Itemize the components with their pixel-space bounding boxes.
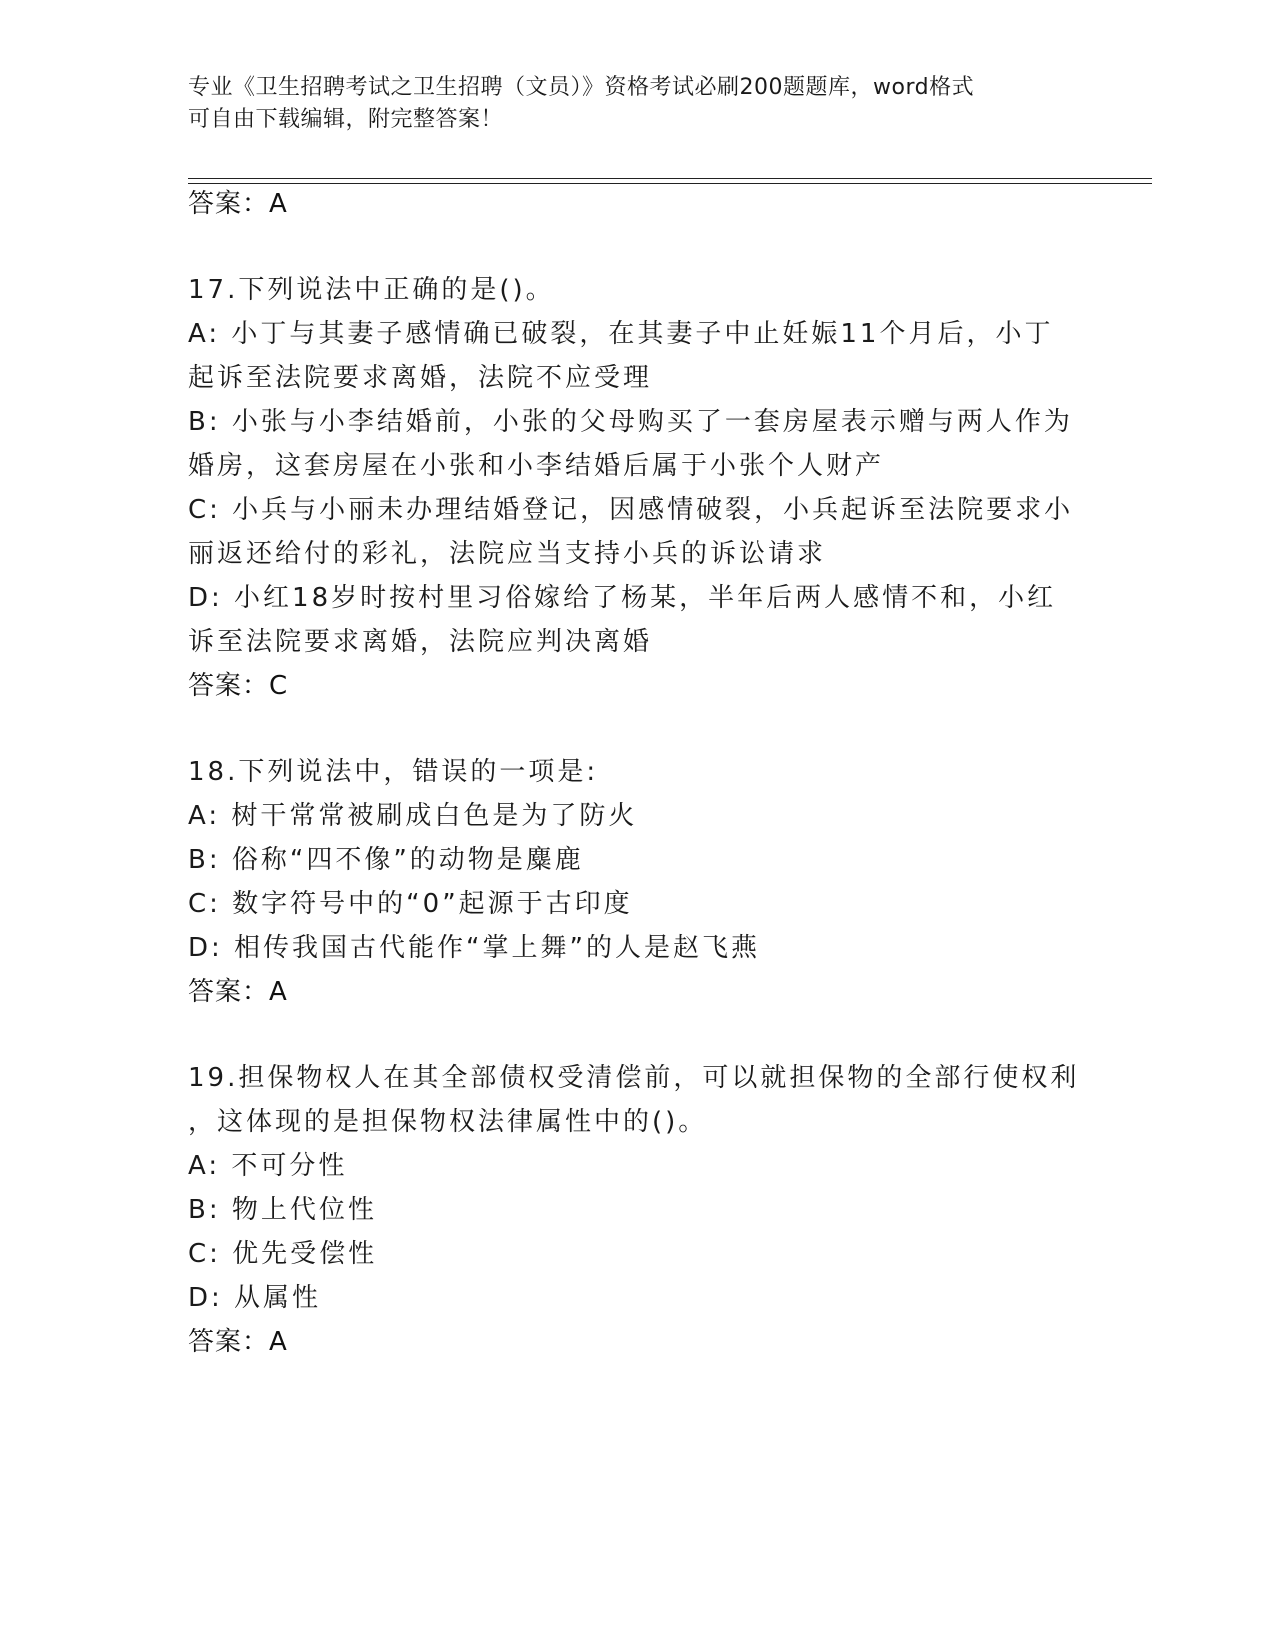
q18-option-b: B: 俗称“四不像”的动物是麋鹿 — [188, 845, 584, 875]
header-rule-bottom — [188, 183, 1152, 184]
q19-answer: 答案：A — [188, 1327, 288, 1357]
page-header — [188, 72, 1068, 136]
q17-option-b-line1: B: 小张与小李结婚前，小张的父母购买了一套房屋表示赠与两人作为 — [188, 407, 1073, 437]
q18-stem: 18.下列说法中，错误的一项是: — [188, 757, 599, 787]
q19-option-b: B: 物上代位性 — [188, 1195, 377, 1225]
q17-option-d-line2: 诉至法院要求离婚，法院应判决离婚 — [188, 627, 653, 657]
previous-answer: 答案：A — [188, 189, 288, 219]
q19-option-d: D: 从属性 — [188, 1283, 322, 1313]
header-line-2: 可自由下载编辑，附完整答案！ — [188, 107, 504, 132]
q17-option-b-line2: 婚房，这套房屋在小张和小李结婚后属于小张个人财产 — [188, 451, 885, 481]
q17-option-d-line1: D: 小红18岁时按村里习俗嫁给了杨某，半年后两人感情不和，小红 — [188, 583, 1057, 613]
q19-option-c: C: 优先受偿性 — [188, 1239, 378, 1269]
header-line-1: 专业《卫生招聘考试之卫生招聘（文员）》资格考试必刷200题题库，word格式 — [188, 75, 975, 100]
q19-stem-line1: 19.担保物权人在其全部债权受清偿前，可以就担保物的全部行使权利 — [188, 1063, 1080, 1093]
q17-option-c-line2: 丽返还给付的彩礼，法院应当支持小兵的诉讼请求 — [188, 539, 827, 569]
q18-option-c: C: 数字符号中的“0”起源于古印度 — [188, 889, 633, 919]
q18-answer: 答案：A — [188, 977, 288, 1007]
q18-option-a: A: 树干常常被刷成白色是为了防火 — [188, 801, 638, 831]
q17-option-a-line2: 起诉至法院要求离婚，法院不应受理 — [188, 363, 653, 393]
q17-option-c-line1: C: 小兵与小丽未办理结婚登记，因感情破裂，小兵起诉至法院要求小 — [188, 495, 1074, 525]
q19-stem-line2: ，这体现的是担保物权法律属性中的()。 — [188, 1107, 708, 1137]
q17-stem: 17.下列说法中正确的是()。 — [188, 275, 555, 305]
q17-option-a-line1: A: 小丁与其妻子感情确已破裂，在其妻子中止妊娠11个月后，小丁 — [188, 319, 1054, 349]
q19-option-a: A: 不可分性 — [188, 1151, 348, 1181]
header-rule-top — [188, 178, 1152, 179]
q17-answer: 答案：C — [188, 671, 289, 701]
q18-option-d: D: 相传我国古代能作“掌上舞”的人是赵飞燕 — [188, 933, 760, 963]
